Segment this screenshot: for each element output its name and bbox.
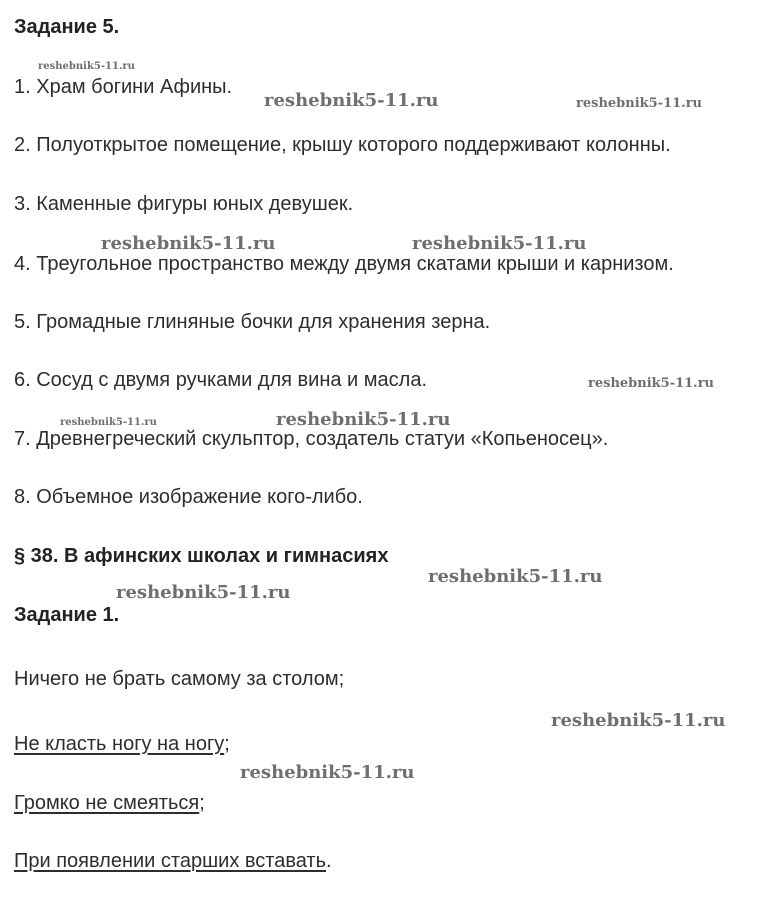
- watermark: reshebnik5-11.ru: [264, 90, 439, 111]
- task1-item-4-text: При появлении старших вставать: [14, 850, 326, 872]
- task1-item-2-punct: ;: [224, 733, 230, 755]
- task1-item-3-punct: ;: [199, 792, 205, 814]
- watermark: reshebnik5-11.ru: [38, 61, 135, 72]
- watermark: reshebnik5-11.ru: [551, 710, 726, 731]
- task5-item-6: 6. Сосуд с двумя ручками для вина и масла.: [14, 369, 427, 391]
- task5-item-7: 7. Древнегреческий скульптор, создатель статуи «Копьеносец».: [14, 428, 609, 450]
- task5-item-1: 1. Храм богини Афины.: [14, 76, 233, 98]
- section38-title: § 38. В афинских школах и гимнасиях: [14, 545, 389, 567]
- task1-item-4: [14, 850, 332, 873]
- task5-title: Задание 5.: [14, 16, 120, 38]
- task5-item-3: 3. Каменные фигуры юных девушек.: [14, 193, 354, 215]
- task1-item-4-punct: .: [326, 850, 332, 872]
- task1-item-2: [14, 733, 230, 756]
- task1-item-3-text: Громко не смеяться: [14, 792, 200, 814]
- watermark: reshebnik5-11.ru: [116, 582, 291, 603]
- task1-title: Задание 1.: [14, 604, 120, 626]
- watermark: reshebnik5-11.ru: [240, 762, 415, 783]
- watermark: reshebnik5-11.ru: [576, 96, 703, 111]
- task1-item-2-text: Не класть ногу на ногу: [14, 733, 225, 755]
- watermark: reshebnik5-11.ru: [588, 376, 715, 391]
- task1-item-1-punct: ;: [338, 668, 345, 690]
- task1-item-3: [14, 792, 205, 815]
- watermark: reshebnik5-11.ru: [428, 566, 603, 587]
- task5-item-8: 8. Объемное изображение кого-либо.: [14, 486, 363, 508]
- watermark: reshebnik5-11.ru: [60, 417, 157, 428]
- task5-item-2: 2. Полуоткрытое помещение, крышу которого поддерживают колонны.: [14, 134, 671, 156]
- watermark: reshebnik5-11.ru: [412, 233, 587, 254]
- watermark: reshebnik5-11.ru: [101, 233, 276, 254]
- task1-item-1: [14, 668, 344, 691]
- watermark: reshebnik5-11.ru: [276, 409, 451, 430]
- task5-item-4: 4. Треугольное пространство между двумя скатами крыши и карнизом.: [14, 253, 674, 275]
- task1-item-1-text: Ничего не брать самому за столом: [14, 668, 339, 690]
- task5-item-5: 5. Громадные глиняные бочки для хранения зерна.: [14, 311, 491, 333]
